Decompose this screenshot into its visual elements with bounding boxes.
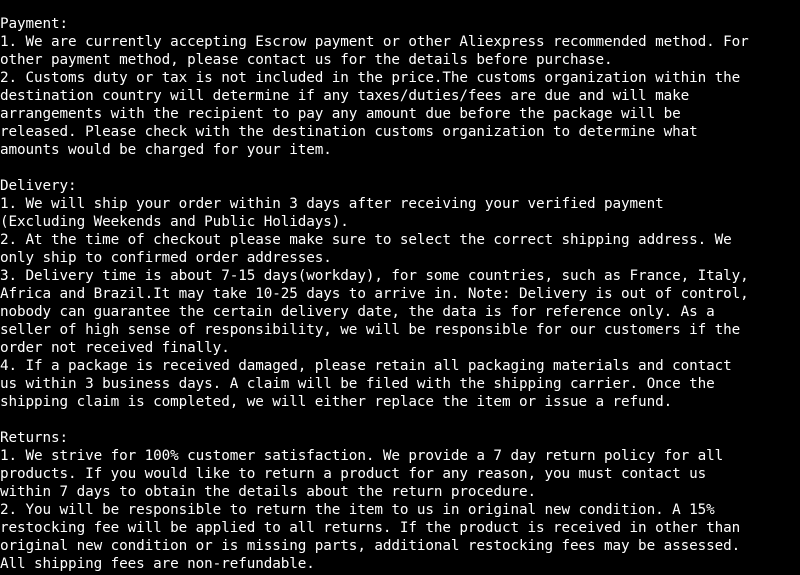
delivery-line: nobody can guarantee the certain delivery date, the data is for reference only. As a xyxy=(0,304,715,321)
delivery-line: only ship to confirmed order addresses. xyxy=(0,250,332,267)
payment-section xyxy=(0,15,800,159)
returns-line: 2. You will be responsible to return the item to us in original new condition. A 15% xyxy=(0,502,715,519)
returns-section xyxy=(0,429,800,573)
delivery-line: us within 3 business days. A claim will be filed with the shipping carrier. Once the xyxy=(0,376,715,393)
delivery-line: seller of high sense of responsibility, we will be responsible for our customers if the xyxy=(0,322,741,339)
payment-line: released. Please check with the destination customs organization to determine what xyxy=(0,124,698,141)
returns-line: products. If you would like to return a product for any reason, you must contact us xyxy=(0,466,707,483)
returns-line: restocking fee will be applied to all returns. If the product is received in other than xyxy=(0,520,741,537)
delivery-line: 2. At the time of checkout please make sure to select the correct shipping address. We xyxy=(0,232,732,249)
payment-line: amounts would be charged for your item. xyxy=(0,142,332,159)
payment-line: 1. We are currently accepting Escrow payment or other Aliexpress recommended method. For xyxy=(0,34,749,51)
delivery-line: (Excluding Weekends and Public Holidays). xyxy=(0,214,349,231)
delivery-heading: Delivery: xyxy=(0,178,77,195)
returns-line: 1. We strive for 100% customer satisfaction. We provide a 7 day return policy for all xyxy=(0,448,724,465)
payment-line: 2. Customs duty or tax is not included in the price.The customs organization within the xyxy=(0,70,741,87)
delivery-line: Africa and Brazil.It may take 10-25 days to arrive in. Note: Delivery is out of control, xyxy=(0,286,749,303)
payment-heading: Payment: xyxy=(0,16,69,32)
policy-document xyxy=(0,15,800,573)
returns-line: original new condition or is missing parts, additional restocking fees may be assessed. xyxy=(0,538,741,555)
payment-line: other payment method, please contact us for the details before purchase. xyxy=(0,52,613,69)
delivery-line: 4. If a package is received damaged, please retain all packaging materials and contact xyxy=(0,358,732,375)
payment-line: arrangements with the recipient to pay any amount due before the package will be xyxy=(0,106,681,123)
returns-heading: Returns: xyxy=(0,430,69,447)
delivery-line: shipping claim is completed, we will either replace the item or issue a refund. xyxy=(0,394,673,411)
returns-line: All shipping fees are non-refundable. xyxy=(0,556,315,573)
section-spacer xyxy=(0,159,800,177)
delivery-line: order not received finally. xyxy=(0,340,230,357)
payment-line: destination country will determine if any taxes/duties/fees are due and will make xyxy=(0,88,690,105)
delivery-section xyxy=(0,177,800,411)
delivery-line: 1. We will ship your order within 3 days after receiving your verified payment xyxy=(0,196,664,213)
delivery-line: 3. Delivery time is about 7-15 days(workday), for some countries, such as France, Italy, xyxy=(0,268,749,285)
returns-line: within 7 days to obtain the details about the return procedure. xyxy=(0,484,536,501)
section-spacer xyxy=(0,411,800,429)
